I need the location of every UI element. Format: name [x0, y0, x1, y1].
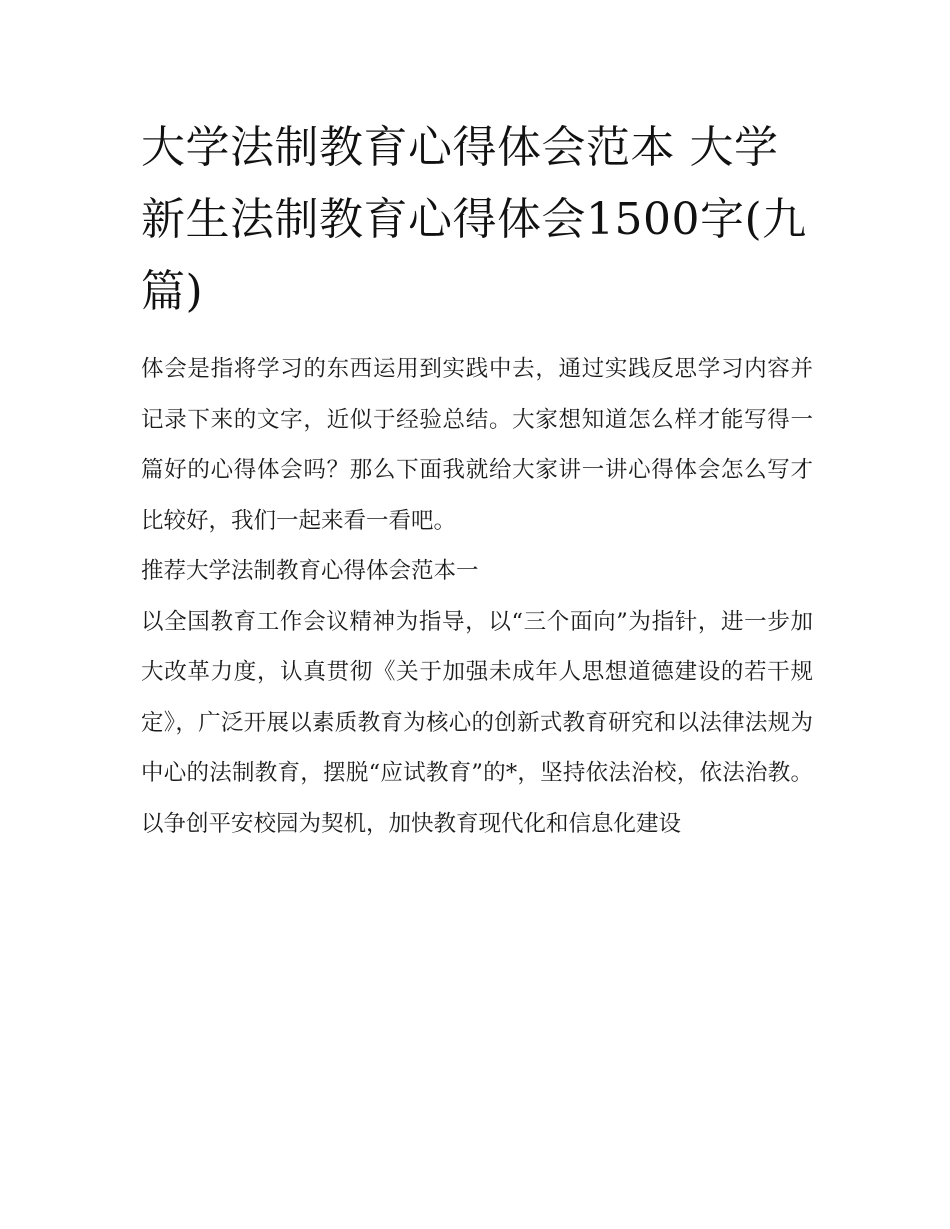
section-heading: 推荐大学法制教育心得体会范本一 [141, 558, 479, 584]
body-paragraph: 以全国教育工作会议精神为指导，以“三个面向”为指针，进一步加大改革力度，认真贯彻《关于加强未成年人思想道德建设的若干规定》，广泛开展以素质教育为核心的创新式教育研究和以法律法规为中心的法制教育，摆脱“应试教育”的*，坚持依法治校，依法治教。以争创平安校园为契机，加快教育现代化和信息化建设 [141, 608, 813, 837]
intro-paragraph: 体会是指将学习的东西运用到实践中去，通过实践反思学习内容并记录下来的文字，近似于经验总结。大家想知道怎么样才能写得一篇好的心得体会吗？那么下面我就给大家讲一讲心得体会怎么写才比较好，我们一起来看一看吧。 [141, 356, 813, 534]
document-title: 大学法制教育心得体会范本 大学新生法制教育心得体会1500字(九篇) [141, 122, 807, 317]
document-content [141, 112, 813, 849]
